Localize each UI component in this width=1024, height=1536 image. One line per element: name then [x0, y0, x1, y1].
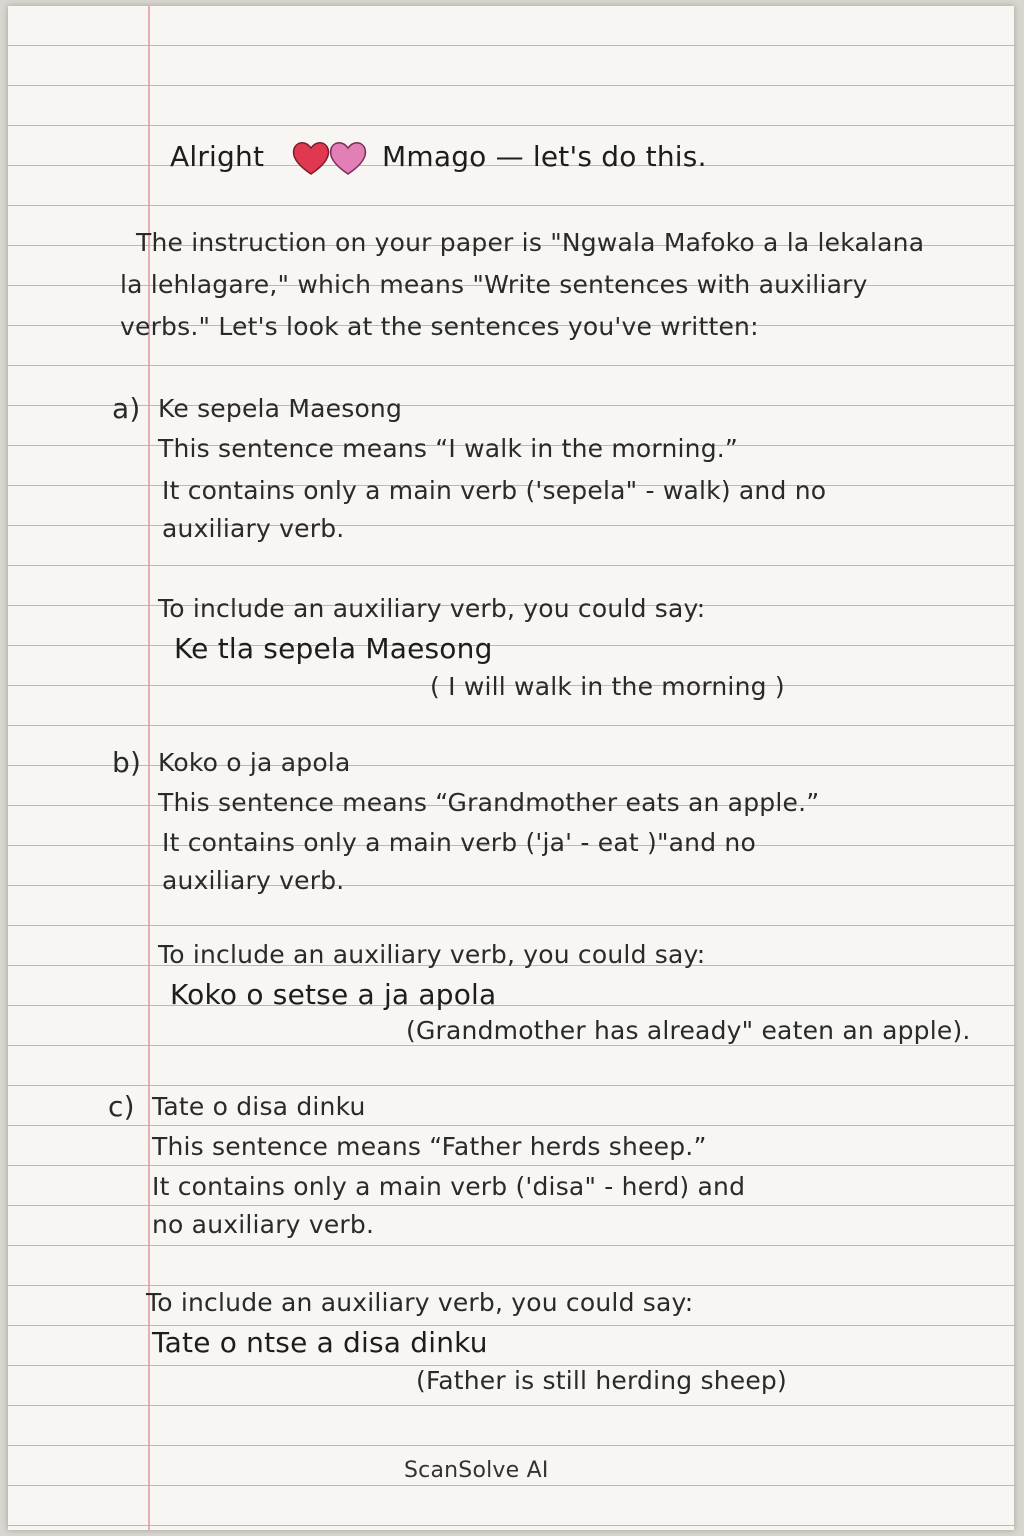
- hearts-icon: [290, 138, 374, 178]
- suggested-sentence: Tate o ntse a disa dinku: [152, 1326, 488, 1359]
- greeting-start: Alright: [170, 140, 265, 173]
- verb-explanation: It contains only a main verb ('sepela" - walk) and no: [162, 476, 827, 505]
- intro-line: la lehlagare," which means "Write sentences with auxiliary: [120, 270, 868, 299]
- verb-explanation: It contains only a main verb ('disa" - herd) and: [152, 1172, 746, 1201]
- verb-explanation: auxiliary verb.: [162, 514, 345, 543]
- student-sentence: Tate o disa dinku: [152, 1092, 366, 1121]
- section-label: b): [112, 746, 142, 779]
- suggestion-intro: To include an auxiliary verb, you could say:: [146, 1288, 694, 1317]
- greeting-end: Mmago — let's do this.: [382, 140, 707, 173]
- suggested-sentence: Koko o setse a ja apola: [170, 978, 497, 1011]
- section-label: c): [108, 1090, 135, 1123]
- sentence-meaning: This sentence means “Father herds sheep.”: [152, 1132, 707, 1161]
- suggested-translation: (Grandmother has already" eaten an apple).: [406, 1016, 971, 1045]
- intro-line: The instruction on your paper is "Ngwala Mafoko a la lekalana: [136, 228, 925, 257]
- suggested-translation: (Father is still herding sheep): [416, 1366, 787, 1395]
- footer-brand: ScanSolve AI: [404, 1458, 549, 1483]
- sentence-meaning: This sentence means “Grandmother eats an apple.”: [158, 788, 820, 817]
- suggested-translation: ( I will walk in the morning ): [430, 672, 785, 701]
- suggested-sentence: Ke tla sepela Maesong: [174, 632, 493, 665]
- verb-explanation: no auxiliary verb.: [152, 1210, 375, 1239]
- sentence-meaning: This sentence means “I walk in the morning.”: [158, 434, 739, 463]
- suggestion-intro: To include an auxiliary verb, you could say:: [158, 594, 706, 623]
- intro-line: verbs." Let's look at the sentences you've written:: [120, 312, 759, 341]
- section-label: a): [112, 392, 141, 425]
- verb-explanation: It contains only a main verb ('ja' - eat )"and no: [162, 828, 756, 857]
- student-sentence: Koko o ja apola: [158, 748, 351, 777]
- student-sentence: Ke sepela Maesong: [158, 394, 403, 423]
- verb-explanation: auxiliary verb.: [162, 866, 345, 895]
- notebook-page: [8, 6, 1014, 1530]
- suggestion-intro: To include an auxiliary verb, you could say:: [158, 940, 706, 969]
